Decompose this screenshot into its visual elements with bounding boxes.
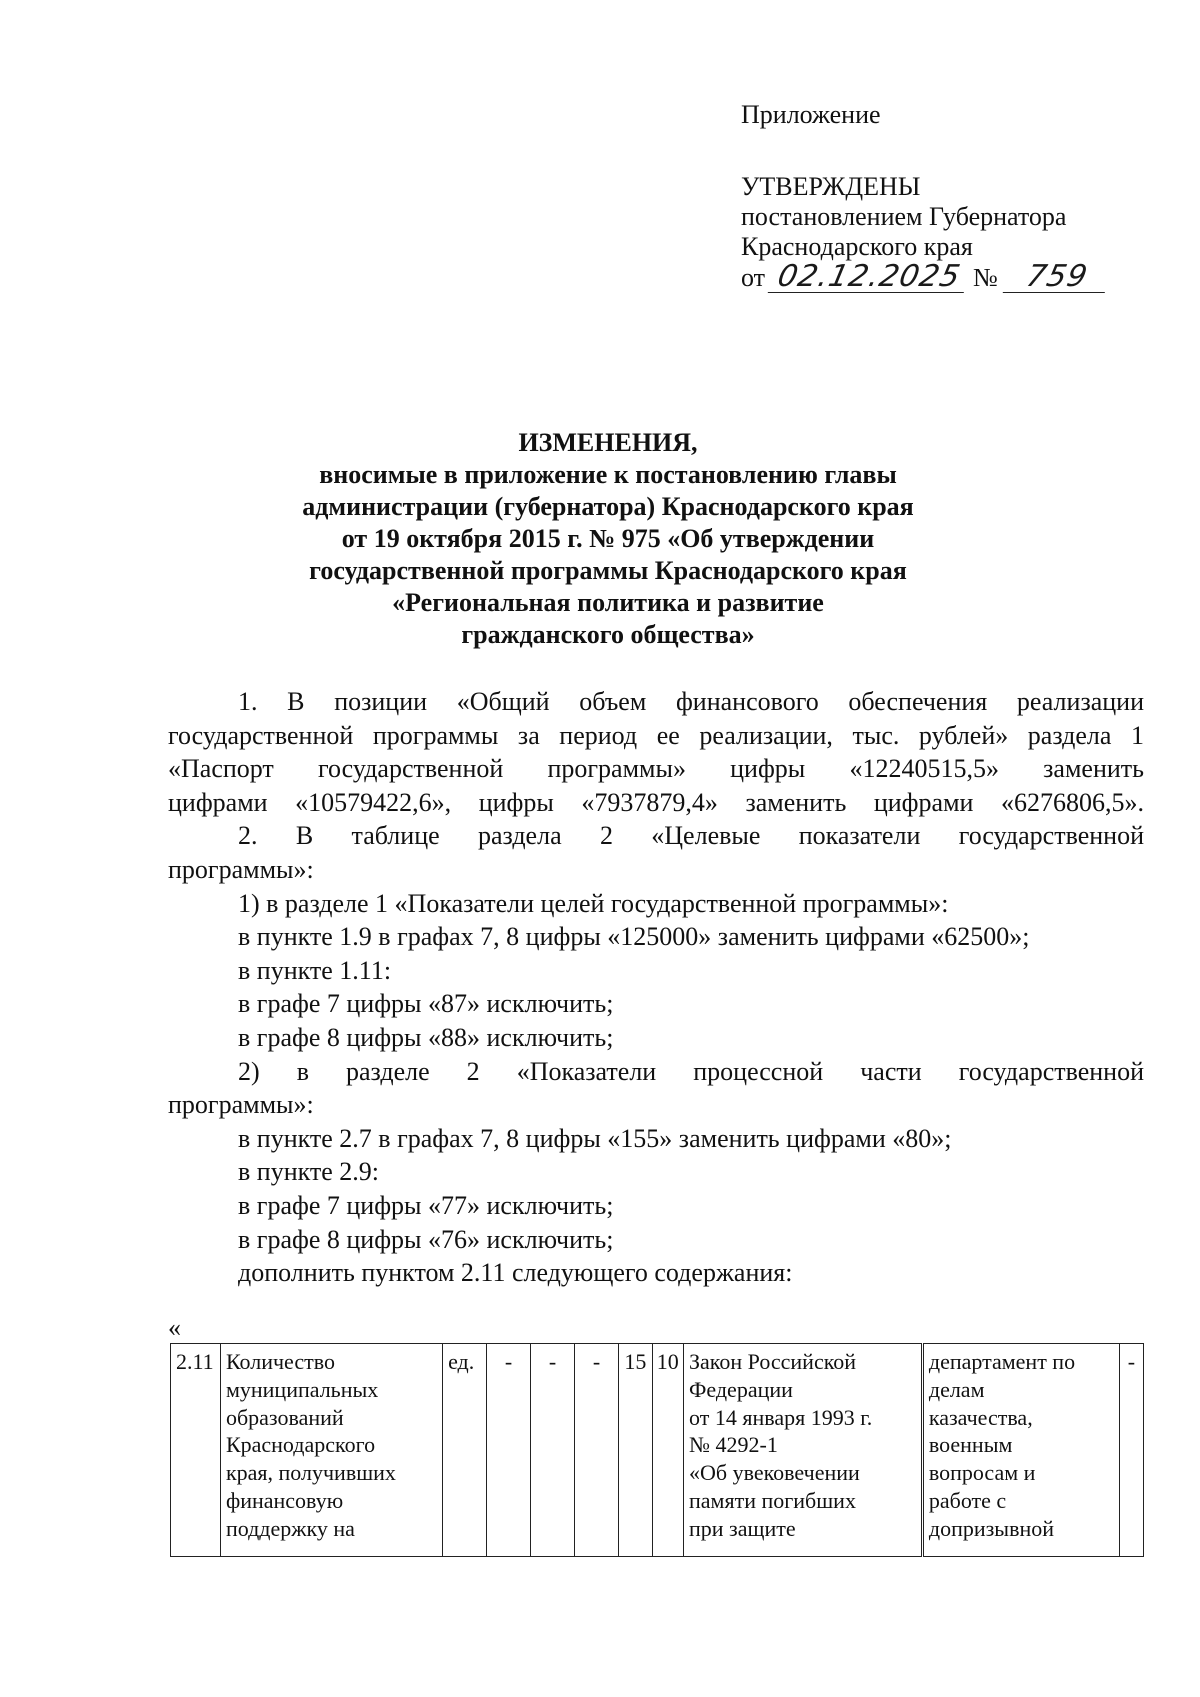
item-2-9-col8: в графе 8 цифры «76» исключить; [238, 1224, 614, 1254]
item-1-11-col8: в графе 8 цифры «88» исключить; [238, 1022, 614, 1052]
item-1-11: в пункте 1.11: [238, 955, 392, 985]
cell-responsible: департамент по делам казачества, военным вопросам и работе с допризывной [922, 1344, 1119, 1557]
date-number-row [741, 259, 1108, 294]
cell-col4: - [487, 1344, 531, 1557]
paragraph-1-line: цифрами «10579422,6», цифры «7937879,4» заменить цифрами «6276806,5». [168, 787, 1144, 817]
cell-indicator: Количество муниципальных образований Краснодарского края, получивших финансовую поддержку на [220, 1344, 442, 1557]
cell-legal-basis: Закон Российской Федерации от 14 января 1993 г. № 4292-1 «Об увековечении памяти погибших при защите [684, 1344, 923, 1557]
table-row [171, 1344, 1144, 1557]
cell-col7: 15 [619, 1344, 653, 1557]
paragraph-1-line: 1. В позиции «Общий объем финансового обеспечения реализации [238, 687, 1144, 716]
handwritten-date: 02.12.2025 [768, 262, 971, 293]
paragraph-1-line: государственной программы за период ее реализации, тыс. рублей» раздела 1 [168, 720, 1144, 750]
subsection-2-line: программы»: [168, 1090, 314, 1120]
approved-label: УТВЕРЖДЕНЫ [741, 172, 921, 201]
heading-title: ИЗМЕНЕНИЯ, [518, 428, 698, 457]
heading-line: «Региональная политика и развитие [392, 588, 824, 617]
handwritten-number: 759 [1003, 262, 1112, 293]
heading-line: от 19 октября 2015 г. № 975 «Об утверждении [341, 524, 875, 553]
appendix-label: Приложение [741, 100, 881, 129]
region-line: Краснодарского края [741, 232, 973, 261]
paragraph-1-line: «Паспорт государственной программы» цифры «12240515,5» заменить [168, 754, 1144, 784]
document-body [168, 685, 1144, 1290]
item-2-9-col7: в графе 7 цифры «77» исключить; [238, 1190, 614, 1220]
paragraph-2-line: 2. В таблице раздела 2 «Целевые показатели государственной [238, 821, 1144, 851]
cell-col6: - [575, 1344, 619, 1557]
subsection-1: 1) в разделе 1 «Показатели целей государственной программы»: [238, 888, 949, 918]
approval-block [741, 100, 1108, 293]
indicator-table [170, 1343, 1144, 1557]
cell-number: 2.11 [171, 1344, 221, 1557]
heading-line: государственной программы Краснодарского края [309, 556, 907, 585]
item-1-9: в пункте 1.9 в графах 7, 8 цифры «125000» заменить цифрами «62500»; [238, 922, 1030, 952]
heading-line: вносимые в приложение к постановлению главы [319, 460, 897, 489]
item-2-9: в пункте 2.9: [238, 1157, 380, 1187]
item-1-11-col7: в графе 7 цифры «87» исключить; [238, 989, 614, 1019]
subsection-2-line: 2) в разделе 2 «Показатели процессной части государственной [238, 1056, 1144, 1086]
cell-unit: ед. [443, 1344, 487, 1557]
item-2-11-intro: дополнить пунктом 2.11 следующего содержания: [238, 1258, 793, 1288]
paragraph-2-line: программы»: [168, 854, 314, 884]
date-prefix: от [741, 263, 766, 292]
decree-line: постановлением Губернатора [741, 202, 1067, 231]
heading-line: гражданского общества» [461, 620, 755, 649]
document-heading [168, 427, 1048, 651]
cell-col8: 10 [652, 1344, 683, 1557]
cell-col5: - [531, 1344, 575, 1557]
item-2-7: в пункте 2.7 в графах 7, 8 цифры «155» заменить цифрами «80»; [238, 1123, 952, 1153]
cell-last: - [1119, 1344, 1143, 1557]
opening-quote: « [168, 1313, 181, 1342]
number-sign: № [973, 263, 998, 292]
heading-line: администрации (губернатора) Краснодарского края [302, 492, 914, 521]
